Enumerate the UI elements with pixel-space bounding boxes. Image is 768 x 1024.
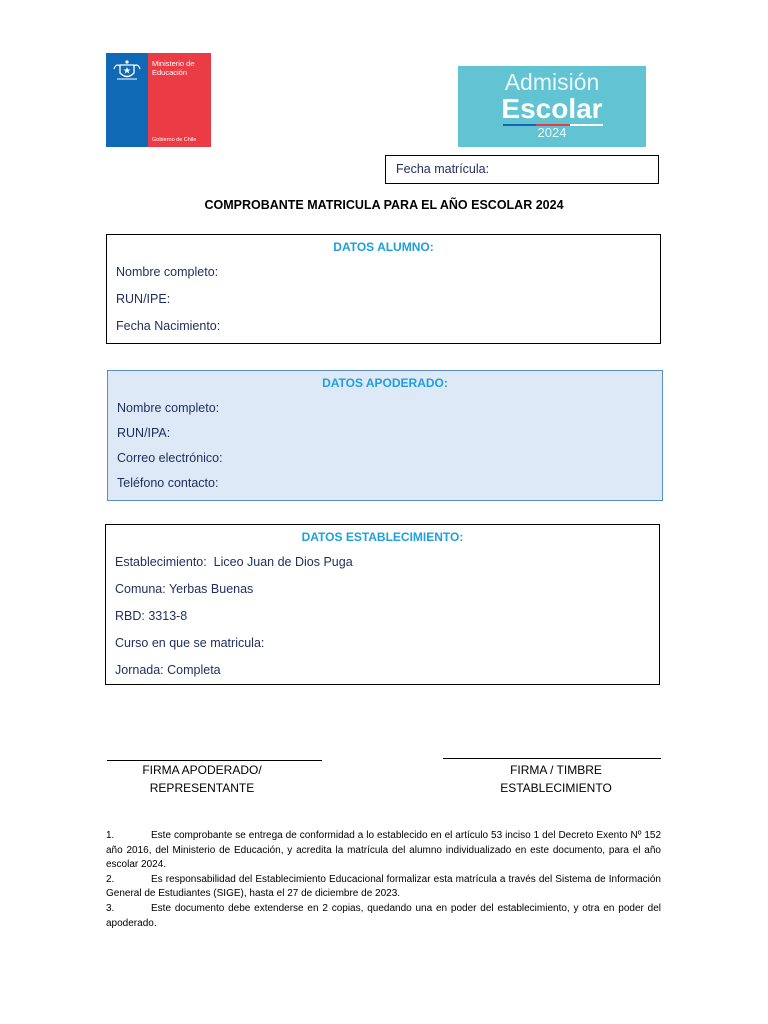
coat-of-arms-icon <box>111 59 143 83</box>
note-item <box>106 829 661 873</box>
note-item <box>106 873 661 902</box>
document-title: COMPROBANTE MATRICULA PARA EL AÑO ESCOLAR 2024 <box>204 198 564 212</box>
gobierno-de-chile-label: Gobierno de Chile <box>152 137 197 143</box>
firma-establecimiento-label-1: FIRMA / TIMBRE <box>510 763 602 777</box>
apoderado-nombre-field: Nombre completo: <box>117 401 220 415</box>
admision-logo-year: 2024 <box>537 125 567 140</box>
note-text: Este comprobante se entrega de conformidad a lo establecido en el artículo 53 inciso 1 del Decreto Exento Nº 152 año 2016, del Ministerio de Educación, y acredita la matrícula del alumno individualizado en este documento, para el año escolar 2024. <box>106 830 661 871</box>
firma-apoderado-label-1: FIRMA APODERADO/ <box>142 763 262 777</box>
note-text: Es responsabilidad del Establecimiento Educacional formalizar esta matrícula a través del Sistema de Información General de Estudiantes (SIGE), hasta el 27 de diciembre de 2023. <box>106 873 661 900</box>
apoderado-telefono-field: Teléfono contacto: <box>117 476 219 490</box>
apoderado-run-field: RUN/IPA: <box>117 426 171 440</box>
firma-apoderado-line <box>107 760 322 761</box>
mineduc-logo-blue-band <box>106 53 148 147</box>
admision-logo-line2: Escolar <box>501 93 603 124</box>
establecimiento-nombre-field: Establecimiento: Liceo Juan de Dios Puga <box>115 555 353 569</box>
note-text: Este documento debe extenderse en 2 copias, quedando una en poder del establecimiento, y otra en poder del apoderado. <box>106 902 661 929</box>
note-number: 2. <box>106 873 115 885</box>
firma-establecimiento-line <box>443 758 661 759</box>
fecha-matricula-box <box>385 155 659 184</box>
establecimiento-curso-field: Curso en que se matricula: <box>115 636 265 650</box>
firma-establecimiento-label-2: ESTABLECIMIENTO <box>500 781 612 795</box>
note-number: 3. <box>106 902 115 914</box>
datos-establecimiento-heading: DATOS ESTABLECIMIENTO: <box>301 530 464 544</box>
datos-alumno-section <box>106 234 661 344</box>
mineduc-logo-red-band <box>148 53 211 147</box>
mineduc-name: Ministerio de Educación <box>152 59 195 77</box>
fecha-matricula-label: Fecha matrícula: <box>396 162 490 176</box>
admision-escolar-logo <box>458 66 646 147</box>
establecimiento-jornada-field: Jornada: Completa <box>115 663 221 677</box>
datos-apoderado-heading: DATOS APODERADO: <box>322 376 448 390</box>
establecimiento-comuna-field: Comuna: Yerbas Buenas <box>115 582 254 596</box>
alumno-fecha-nacimiento-field: Fecha Nacimiento: <box>116 319 221 333</box>
establecimiento-rbd-field: RBD: 3313-8 <box>115 609 188 623</box>
datos-alumno-heading: DATOS ALUMNO: <box>333 240 434 254</box>
note-number: 1. <box>106 830 115 841</box>
alumno-nombre-field: Nombre completo: <box>116 265 219 279</box>
note-item <box>106 902 661 931</box>
alumno-run-field: RUN/IPE: <box>116 292 171 306</box>
datos-establecimiento-section <box>105 524 660 685</box>
mineduc-logo <box>106 53 211 147</box>
firma-apoderado-label-2: REPRESENTANTE <box>149 781 255 795</box>
datos-apoderado-section <box>107 370 663 501</box>
apoderado-correo-field: Correo electrónico: <box>117 451 223 465</box>
admision-logo-line1: Admisión <box>504 69 600 95</box>
notes-list <box>106 829 661 931</box>
